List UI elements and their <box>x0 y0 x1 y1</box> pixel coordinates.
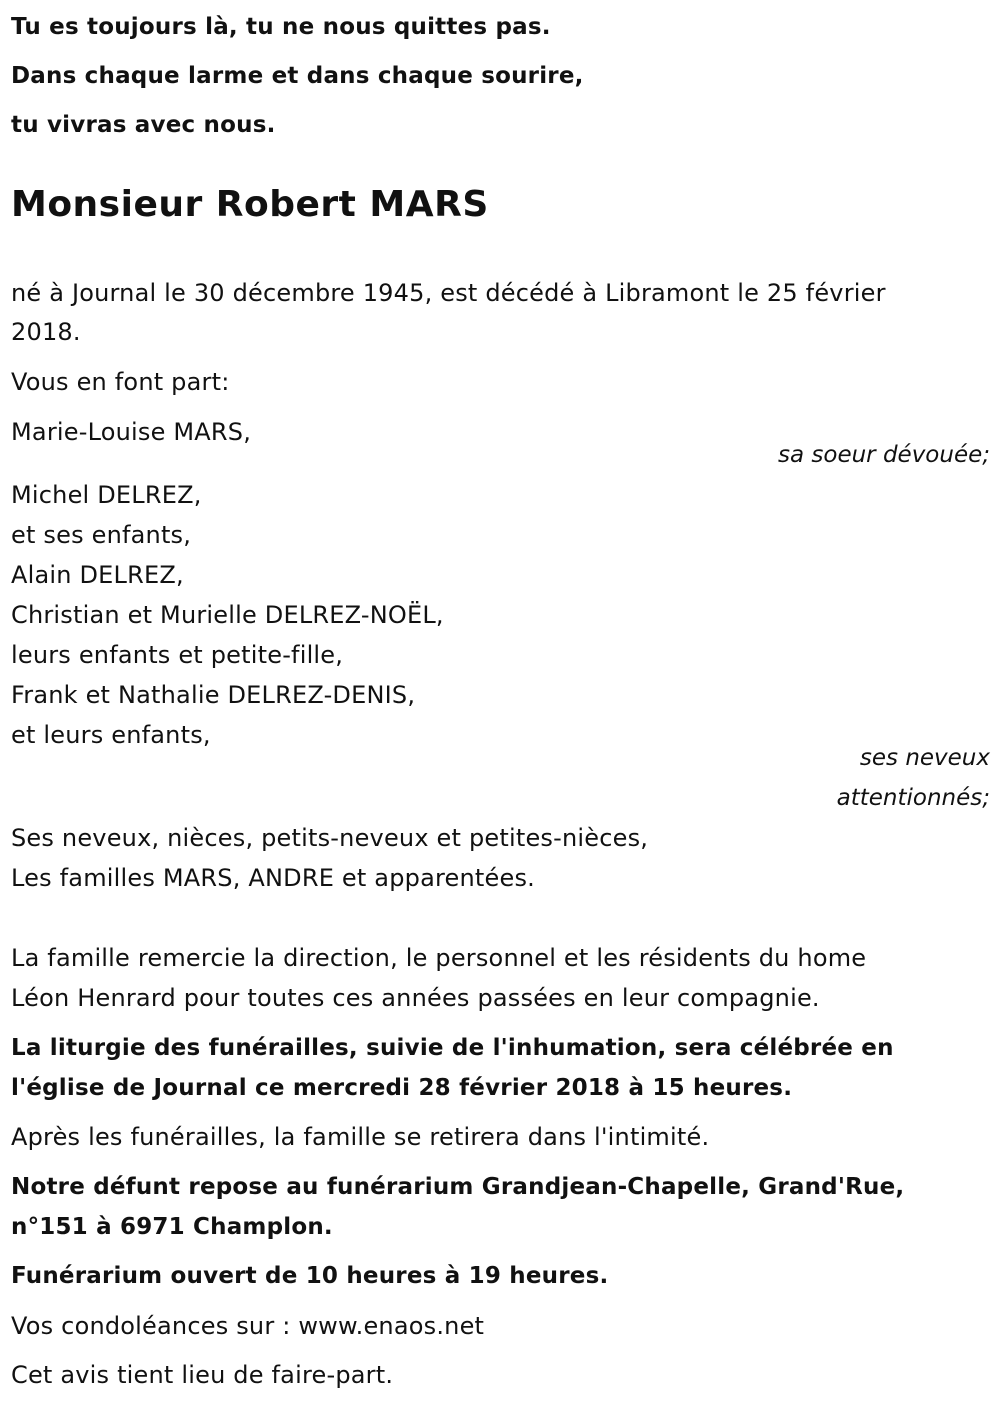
verse-line-3: tu vivras avec nous. <box>11 112 276 138</box>
verse-line-2: Dans chaque larme et dans chaque sourire, <box>11 63 584 89</box>
family-line: et ses enfants, <box>11 521 192 549</box>
family-role-sister: sa soeur dévouée; <box>778 442 990 468</box>
liturgy-line-1: La liturgie des funérailles, suivie de l'inhumation, sera célébrée en <box>11 1035 894 1061</box>
birth-death-line-2: 2018. <box>11 318 81 346</box>
thanks-line-1: La famille remercie la direction, le personnel et les résidents du home <box>11 944 867 972</box>
after-funeral-text: Après les funérailles, la famille se retirera dans l'intimité. <box>11 1123 710 1151</box>
closing-text: Cet avis tient lieu de faire-part. <box>11 1361 394 1389</box>
family-role-nephews-line-2: attentionnés; <box>836 785 990 811</box>
announcement-text: Vous en font part: <box>11 368 230 396</box>
family-line: Alain DELREZ, <box>11 561 184 589</box>
family-extended-line-2: Les familles MARS, ANDRE et apparentées. <box>11 864 535 892</box>
condolences-text: Vos condoléances sur : www.enaos.net <box>11 1312 485 1340</box>
family-line: leurs enfants et petite-fille, <box>11 641 344 669</box>
family-member-sister: Marie-Louise MARS, <box>11 418 252 446</box>
verse-line-1: Tu es toujours là, tu ne nous quittes pas. <box>11 14 551 40</box>
family-role-nephews-line-1: ses neveux <box>859 745 990 771</box>
thanks-line-2: Léon Henrard pour toutes ces années passées en leur compagnie. <box>11 984 820 1012</box>
funerarium-line-1: Notre défunt repose au funérarium Grandjean-Chapelle, Grand'Rue, <box>11 1174 905 1200</box>
liturgy-line-2: l'église de Journal ce mercredi 28 février 2018 à 15 heures. <box>11 1075 793 1101</box>
funerarium-hours: Funérarium ouvert de 10 heures à 19 heures. <box>11 1263 609 1289</box>
deceased-name-title: Monsieur Robert MARS <box>11 184 489 225</box>
family-line: Michel DELREZ, <box>11 481 202 509</box>
birth-death-line-1: né à Journal le 30 décembre 1945, est décédé à Libramont le 25 février <box>11 279 886 307</box>
funerarium-line-2: n°151 à 6971 Champlon. <box>11 1214 333 1240</box>
family-extended-line-1: Ses neveux, nièces, petits-neveux et petites-nièces, <box>11 824 649 852</box>
family-line: et leurs enfants, <box>11 721 211 749</box>
family-line: Christian et Murielle DELREZ-NOËL, <box>11 601 444 629</box>
family-line: Frank et Nathalie DELREZ-DENIS, <box>11 681 416 709</box>
